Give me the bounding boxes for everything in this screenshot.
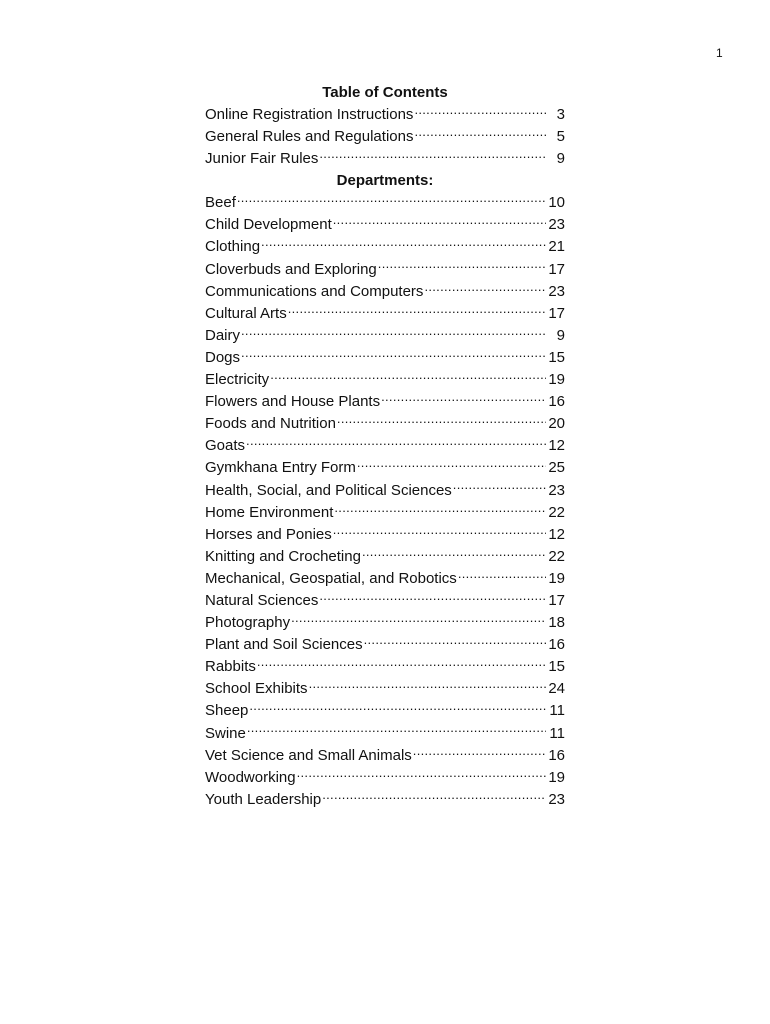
toc-entry-label: General Rules and Regulations [205,128,414,146]
toc-entry-label: Health, Social, and Political Sciences [205,481,452,499]
dot-leader [241,325,546,340]
toc-entry [205,435,565,457]
toc-entry [205,634,565,656]
toc-entry-label: Photography [205,614,291,632]
toc-entry-label: Cloverbuds and Exploring [205,260,377,278]
dot-leader [249,700,546,715]
toc-entry [205,502,565,524]
dot-leader [357,457,546,472]
dot-leader [257,656,546,671]
toc-entry [205,546,565,568]
toc-entry-page: 16 [548,393,565,411]
dot-leader [364,634,546,649]
toc-entry [205,303,565,325]
toc-entry-page: 3 [556,106,565,123]
dot-leader [309,678,546,693]
toc-entry-page: 16 [548,636,565,654]
toc-entry-page: 10 [548,194,565,212]
toc-entry-page: 23 [548,481,565,499]
toc-entry-page: 17 [548,591,565,609]
toc-entry-page: 23 [548,282,565,300]
toc-entry [205,259,565,281]
dot-leader [319,590,546,605]
toc-entry [205,568,565,590]
dot-leader [458,568,546,583]
table-of-contents [205,82,565,811]
toc-entry [205,236,565,258]
toc-entry-label: Rabbits [205,658,256,676]
toc-entry [205,457,565,479]
toc-entry-label: Dairy [205,326,241,344]
toc-entry-label: Foods and Nutrition [205,415,336,433]
dot-leader [414,104,546,119]
dot-leader [337,413,546,428]
dot-leader [261,236,546,251]
toc-entry [205,745,565,767]
toc-entry-label: Sheep [205,702,249,720]
toc-entry-page: 9 [556,150,565,168]
dot-leader [424,281,546,296]
toc-entry-label: Dogs [205,348,241,366]
dot-leader [414,126,546,141]
toc-entry [205,192,565,214]
toc-entry [205,281,565,303]
toc-entry [205,413,565,435]
dot-leader [297,767,546,782]
toc-entry-page: 23 [548,216,565,234]
toc-entry-page: 19 [548,371,565,389]
toc-entry-page: 17 [548,260,565,278]
toc-entry-page: 21 [548,238,565,256]
toc-entry-label: Mechanical, Geospatial, and Robotics [205,569,457,587]
toc-entry [205,104,565,126]
toc-entry [205,789,565,811]
page-number: 1 [716,46,723,60]
toc-entry [205,391,565,413]
dot-leader [322,789,546,804]
dot-leader [381,391,546,406]
toc-entry-label: Gymkhana Entry Form [205,459,356,477]
toc-entry-page: 22 [548,547,565,565]
toc-entry [205,347,565,369]
dot-leader [333,524,546,539]
toc-entry [205,612,565,634]
toc-entry-label: Flowers and House Plants [205,393,381,411]
toc-entry-page: 23 [548,790,565,808]
dot-leader [237,192,546,207]
departments-heading: Departments: [336,172,434,190]
toc-entry-page: 11 [549,702,565,720]
toc-entry-page: 15 [548,658,565,676]
toc-entry-page: 5 [556,128,565,146]
toc-entry-page: 24 [548,680,565,698]
toc-entry-label: Clothing [205,238,261,256]
toc-entry [205,678,565,700]
dot-leader [378,259,546,274]
toc-entry [205,148,565,170]
toc-entry-page: 19 [548,569,565,587]
toc-entry-label: Online Registration Instructions [205,106,414,123]
toc-entry [205,214,565,236]
toc-entry-page: 12 [548,525,565,543]
toc-entry-page: 11 [549,724,565,742]
toc-entry-label: Child Development [205,216,332,234]
toc-entry [205,126,565,148]
toc-entry [205,325,565,347]
dot-leader [453,480,546,495]
toc-entry [205,369,565,391]
toc-entry-page: 12 [548,437,565,455]
toc-entry-page: 20 [548,415,565,433]
toc-entry-label: Junior Fair Rules [205,150,319,168]
toc-entry-label: Communications and Computers [205,282,424,300]
dot-leader [334,502,546,517]
toc-entry-label: Swine [205,724,246,742]
toc-entry [205,590,565,612]
toc-entry-label: Woodworking [205,768,296,786]
toc-entry-label: Horses and Ponies [205,525,332,543]
toc-entry-label: Beef [205,194,236,212]
toc-entry-page: 16 [548,746,565,764]
dot-leader [413,745,546,760]
departments-list [205,192,565,811]
dot-leader [319,148,546,163]
toc-entry-page: 18 [548,614,565,632]
dot-leader [333,214,546,229]
toc-entry [205,700,565,722]
dot-leader [270,369,546,384]
dot-leader [291,612,546,627]
toc-entry-label: Youth Leadership [205,790,322,808]
toc-entry-label: Cultural Arts [205,304,287,322]
toc-entry-label: Plant and Soil Sciences [205,636,363,654]
dot-leader [247,723,546,738]
dot-leader [241,347,546,362]
toc-entry [205,524,565,546]
toc-entry-label: Home Environment [205,503,334,521]
toc-entry-page: 22 [548,503,565,521]
dot-leader [288,303,546,318]
toc-entry [205,767,565,789]
toc-entry-label: School Exhibits [205,680,308,698]
toc-entry-label: Knitting and Crocheting [205,547,361,565]
toc-entry-label: Vet Science and Small Animals [205,746,412,764]
toc-entry-page: 25 [548,459,565,477]
front-matter-list [205,104,565,170]
toc-entry-page: 15 [548,348,565,366]
toc-title: Table of Contents [322,84,448,101]
toc-entry-page: 9 [556,326,565,344]
toc-entry [205,480,565,502]
toc-entry [205,723,565,745]
dot-leader [246,435,546,450]
toc-entry [205,656,565,678]
dot-leader [362,546,546,561]
toc-entry-label: Goats [205,437,246,455]
toc-entry-page: 17 [548,304,565,322]
toc-entry-label: Natural Sciences [205,591,319,609]
toc-entry-page: 19 [548,768,565,786]
toc-entry-label: Electricity [205,371,270,389]
